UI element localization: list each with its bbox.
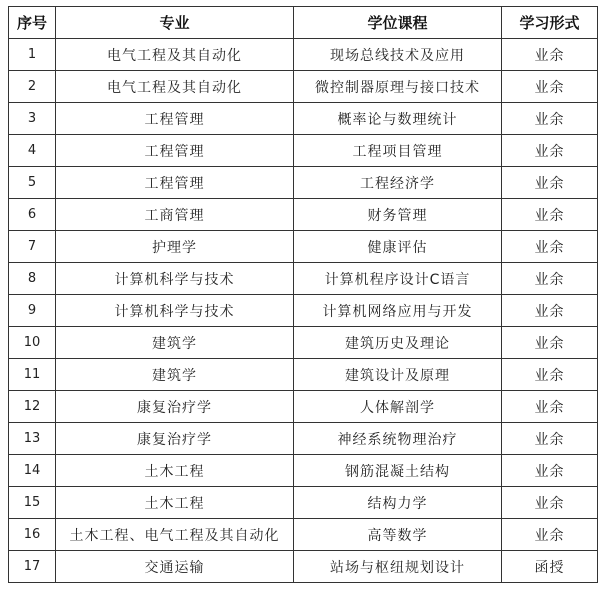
degree-course-cell: 结构力学 <box>294 487 502 519</box>
degree-course-cell: 建筑历史及理论 <box>294 327 502 359</box>
header-degree-course: 学位课程 <box>294 7 502 39</box>
table-row <box>9 519 598 551</box>
study-mode-cell: 业余 <box>502 487 598 519</box>
study-mode-cell: 业余 <box>502 167 598 199</box>
major-cell: 康复治疗学 <box>56 391 294 423</box>
table-row <box>9 455 598 487</box>
study-mode-cell: 业余 <box>502 135 598 167</box>
degree-course-cell: 财务管理 <box>294 199 502 231</box>
serial-number-cell: 10 <box>9 327 56 359</box>
study-mode-cell: 业余 <box>502 391 598 423</box>
degree-course-cell: 计算机网络应用与开发 <box>294 295 502 327</box>
major-cell: 工程管理 <box>56 167 294 199</box>
degree-course-cell: 微控制器原理与接口技术 <box>294 71 502 103</box>
study-mode-cell: 业余 <box>502 71 598 103</box>
degree-course-cell: 健康评估 <box>294 231 502 263</box>
major-cell: 工商管理 <box>56 199 294 231</box>
degree-course-cell: 钢筋混凝土结构 <box>294 455 502 487</box>
major-cell: 计算机科学与技术 <box>56 295 294 327</box>
degree-course-cell: 工程经济学 <box>294 167 502 199</box>
serial-number-cell: 11 <box>9 359 56 391</box>
table-body <box>9 39 598 583</box>
table-row <box>9 135 598 167</box>
study-mode-cell: 业余 <box>502 39 598 71</box>
major-cell: 康复治疗学 <box>56 423 294 455</box>
serial-number-cell: 6 <box>9 199 56 231</box>
table-row <box>9 487 598 519</box>
table-row <box>9 39 598 71</box>
serial-number-cell: 7 <box>9 231 56 263</box>
major-cell: 计算机科学与技术 <box>56 263 294 295</box>
serial-number-cell: 2 <box>9 71 56 103</box>
table-row <box>9 359 598 391</box>
serial-number-cell: 17 <box>9 551 56 583</box>
degree-course-table <box>8 6 598 583</box>
serial-number-cell: 16 <box>9 519 56 551</box>
serial-number-cell: 13 <box>9 423 56 455</box>
table-row <box>9 103 598 135</box>
serial-number-cell: 14 <box>9 455 56 487</box>
degree-course-cell: 工程项目管理 <box>294 135 502 167</box>
header-major: 专业 <box>56 7 294 39</box>
table-row <box>9 391 598 423</box>
major-cell: 土木工程、电气工程及其自动化 <box>56 519 294 551</box>
serial-number-cell: 8 <box>9 263 56 295</box>
study-mode-cell: 业余 <box>502 423 598 455</box>
study-mode-cell: 业余 <box>502 231 598 263</box>
study-mode-cell: 业余 <box>502 359 598 391</box>
serial-number-cell: 3 <box>9 103 56 135</box>
major-cell: 护理学 <box>56 231 294 263</box>
table-row <box>9 423 598 455</box>
major-cell: 土木工程 <box>56 487 294 519</box>
serial-number-cell: 12 <box>9 391 56 423</box>
table-row <box>9 231 598 263</box>
degree-course-cell: 计算机程序设计C语言 <box>294 263 502 295</box>
study-mode-cell: 业余 <box>502 263 598 295</box>
study-mode-cell: 业余 <box>502 519 598 551</box>
serial-number-cell: 15 <box>9 487 56 519</box>
table-header <box>9 7 598 39</box>
header-row <box>9 7 598 39</box>
study-mode-cell: 业余 <box>502 103 598 135</box>
degree-course-cell: 概率论与数理统计 <box>294 103 502 135</box>
header-serial-number: 序号 <box>9 7 56 39</box>
major-cell: 工程管理 <box>56 103 294 135</box>
table-row <box>9 71 598 103</box>
study-mode-cell: 业余 <box>502 455 598 487</box>
major-cell: 电气工程及其自动化 <box>56 39 294 71</box>
major-cell: 电气工程及其自动化 <box>56 71 294 103</box>
study-mode-cell: 业余 <box>502 199 598 231</box>
degree-course-cell: 建筑设计及原理 <box>294 359 502 391</box>
study-mode-cell: 业余 <box>502 295 598 327</box>
table-row <box>9 199 598 231</box>
degree-course-cell: 站场与枢纽规划设计 <box>294 551 502 583</box>
major-cell: 工程管理 <box>56 135 294 167</box>
major-cell: 建筑学 <box>56 359 294 391</box>
serial-number-cell: 1 <box>9 39 56 71</box>
degree-course-cell: 人体解剖学 <box>294 391 502 423</box>
degree-course-cell: 现场总线技术及应用 <box>294 39 502 71</box>
major-cell: 交通运输 <box>56 551 294 583</box>
serial-number-cell: 9 <box>9 295 56 327</box>
table-row <box>9 295 598 327</box>
degree-course-cell: 高等数学 <box>294 519 502 551</box>
study-mode-cell: 函授 <box>502 551 598 583</box>
table-row <box>9 551 598 583</box>
serial-number-cell: 4 <box>9 135 56 167</box>
degree-course-cell: 神经系统物理治疗 <box>294 423 502 455</box>
table-row <box>9 167 598 199</box>
study-mode-cell: 业余 <box>502 327 598 359</box>
table-row <box>9 327 598 359</box>
major-cell: 土木工程 <box>56 455 294 487</box>
table-row <box>9 263 598 295</box>
major-cell: 建筑学 <box>56 327 294 359</box>
header-study-mode: 学习形式 <box>502 7 598 39</box>
serial-number-cell: 5 <box>9 167 56 199</box>
